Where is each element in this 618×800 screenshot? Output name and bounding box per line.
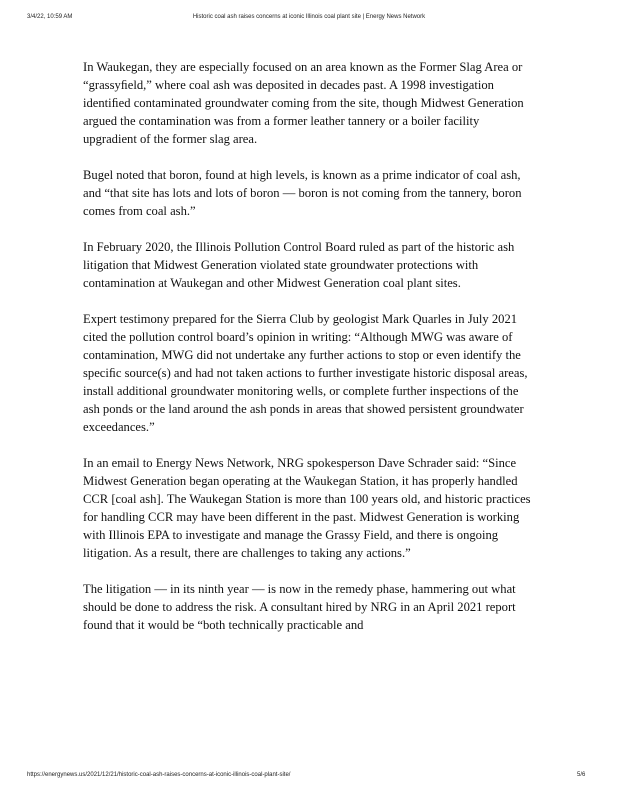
article-body — [83, 58, 535, 652]
article-paragraph-nrg-statement: In an email to Energy News Network, NRG spokesperson Dave Schrader said: “Since Midwest Generation began operating at the Waukegan Station, it has properly handled CCR [coal ash]. The Waukegan Station is more than 100 years old, and historic practices for handling CCR may have been different in the past. Midwest Generation is working with Illinois EPA to investigate and manage the Grassy Field, and there is ongoing litigation. As a result, there are challenges to taking any actions.” — [83, 456, 531, 560]
article-paragraph-bugel-boron: Bugel noted that boron, found at high levels, is known as a prime indicator of coal ash, and “that site has lots and lots of boron — boron is not coming from the tannery, boron comes from coal ash.” — [83, 168, 522, 218]
print-url: https://energynews.us/2021/12/21/historic-coal-ash-raises-concerns-at-iconic-illinois-coal-plant-site/ — [27, 772, 291, 778]
article-paragraph-expert-testimony: Expert testimony prepared for the Sierra Club by geologist Mark Quarles in July 2021 cited the pollution control board’s opinion in writing: “Although MWG was aware of contamination, MWG did not undertake any further actions to stop or even identify the speciﬁc source(s) and had not taken actions to further investigate historic disposal areas, install additional groundwater monitoring wells, or complete further inspections of the ash ponds or the land around the ash ponds in areas that showed persistent groundwater exceedances.” — [83, 312, 528, 434]
print-date: 3/4/22, 10:59 AM — [27, 14, 73, 20]
print-page-title: Historic coal ash raises concerns at iconic Illinois coal plant site | Energy News Network — [192, 14, 426, 20]
article-paragraph-litigation-remedy: The litigation — in its ninth year — is now in the remedy phase, hammering out what should be done to address the risk. A consultant hired by NRG in an April 2021 report found that it would be “both technically practicable and — [83, 582, 516, 632]
article-paragraph-pollution-board-ruling: In February 2020, the Illinois Pollution Control Board ruled as part of the historic ash litigation that Midwest Generation violated state groundwater protections with contamination at Waukegan and other Midwest Generation coal plant sites. — [83, 240, 515, 290]
print-page-number: 5/6 — [577, 772, 586, 778]
article-paragraph-former-slag-area: In Waukegan, they are especially focused on an area known as the Former Slag Area or “grassyﬁeld,” where coal ash was deposited in decades past. A 1998 investigation identiﬁed contaminated groundwater coming from the site, though Midwest Generation argued the contamination was from a former leather tannery or a boiler facility upgradient of the former slag area. — [83, 60, 524, 146]
